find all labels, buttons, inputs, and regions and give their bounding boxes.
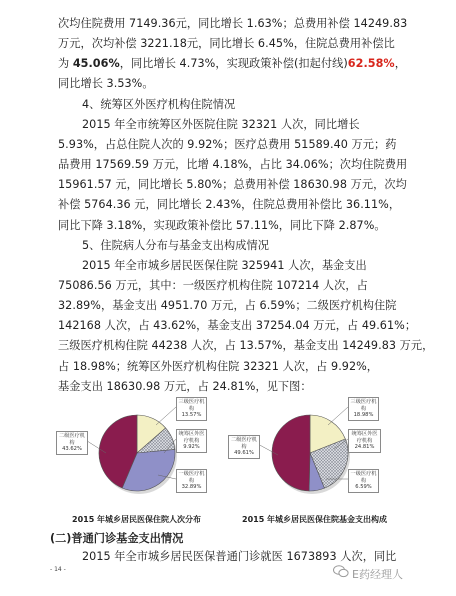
pie-label-name: 三级医疗机构	[350, 399, 377, 412]
text-span: 三级医疗机构住院 44238 人次，占 13.57%，基金支出 14249.83 万元，	[58, 339, 434, 352]
text-span: 45.06%	[72, 57, 120, 70]
pie-label-value: 9.92%	[183, 444, 200, 450]
text-line	[58, 17, 407, 31]
text-span: 补偿 5764.36 元，同比增长 2.43%，住院总费用补偿比 36.11%，	[58, 198, 401, 211]
text-line	[58, 299, 396, 313]
pie-label-name: 一级医疗机构	[350, 471, 377, 484]
text-span: 5.93%，占总住院人次的 9.92%；医疗总费用 51589.40 万元；药	[58, 138, 397, 151]
text-span: 4、统筹区外医疗机构住院情况	[82, 98, 236, 111]
text-span: ，同比增长 4.73%，实现政策补偿(扣起付线)	[119, 57, 348, 70]
text-span: 万元，次均补偿 3221.18元，同比增长 6.45%，住院总费用补偿比	[58, 37, 395, 50]
leader-line	[156, 407, 176, 425]
text-line	[58, 279, 368, 293]
text-span: 62.58%	[347, 57, 395, 70]
pie-label	[176, 397, 207, 421]
pie-slice	[272, 415, 310, 491]
text-span: ，	[394, 57, 406, 70]
last-paragraph-line: 2015 年全市城乡居民医保普通门诊就医 1673893 人次，同比	[82, 550, 397, 563]
pie-label	[348, 429, 381, 453]
text-span: 为	[58, 57, 73, 70]
pie-label	[228, 435, 260, 459]
text-line	[58, 77, 154, 91]
pie-label-name: 二级医疗机构	[59, 433, 85, 446]
text-line	[58, 57, 406, 71]
pie-label	[176, 429, 207, 453]
page-number: - 14 -	[50, 566, 66, 573]
chart-title-right: 2015 年城乡居民医保住院基金支出构成	[242, 515, 388, 524]
text-line	[82, 118, 360, 132]
pie-label-value: 24.81%	[354, 444, 375, 450]
text-span: 142168 人次，占 43.62%，基金支出 37254.04 万元，占 49.61%；	[58, 319, 417, 332]
text-line	[58, 380, 312, 394]
text-line	[58, 198, 400, 212]
text-line	[58, 360, 378, 374]
text-span: 同比增长 3.53%。	[58, 77, 154, 90]
text-line	[58, 138, 396, 152]
pie-label-name: 二级医疗机构	[231, 437, 257, 450]
watermark-text: E药经理人	[352, 568, 403, 581]
pie-label-name: 一级医疗机构	[178, 471, 205, 484]
text-span: 次均住院费用 7149.36元，同比增长 1.63%；总费用补偿 14249.83	[58, 17, 408, 30]
text-line	[58, 219, 386, 233]
text-line	[58, 178, 407, 192]
text-line	[82, 98, 235, 112]
text-line	[82, 239, 269, 253]
pie-label-name: 统筹区外医疗机构	[351, 431, 378, 444]
text-span: 2015 年全市城乡居民医保住院 325941 人次，基金支出	[82, 259, 367, 272]
pie-label-value: 6.59%	[355, 484, 372, 490]
text-line	[58, 158, 407, 172]
text-span: 同比下降 3.18%，实现政策补偿比 57.11%，同比下降 2.87%。	[58, 219, 386, 232]
text-line	[82, 259, 367, 273]
wechat-icon	[333, 565, 349, 578]
leader-line	[328, 407, 348, 425]
pie-label-name: 统筹区外医疗机构	[178, 431, 205, 444]
text-line	[58, 319, 416, 333]
text-span: 5、住院病人分布与基金支出构成情况	[82, 239, 269, 252]
text-span: 占 18.98%；统筹区外医疗机构住院 32321 人次，占 9.92%，	[58, 360, 379, 373]
pie-label-value: 32.89%	[181, 484, 202, 490]
pie-label	[348, 469, 379, 493]
pie-label	[176, 469, 207, 493]
pie-label-name: 三级医疗机构	[178, 399, 205, 412]
text-span: 75086.56 万元，其中：一级医疗机构住院 107214 人次，占	[58, 279, 368, 292]
text-span: 15961.57 元，同比增长 5.80%；总费用补偿 18630.98 万元，次均	[58, 178, 407, 191]
pie-label-value: 49.61%	[234, 450, 254, 456]
text-span: 品费用 17569.59 万元，比增 4.18%，占比 34.06%；次均住院费用	[58, 158, 408, 171]
chart-title-left: 2015 年城乡居民医保住院人次分布	[72, 515, 202, 524]
pie-label-value: 13.57%	[181, 412, 202, 418]
text-span: 2015 年全市统筹区外医院住院 32321 人次，同比增长	[82, 118, 360, 131]
text-line	[58, 339, 433, 353]
text-span: 32.89%，基金支出 4951.70 万元，占 6.59%；二级医疗机构住院	[58, 299, 397, 312]
text-span: 基金支出 18630.98 万元，占 24.81%，见下图：	[58, 380, 312, 393]
charts-area	[52, 395, 408, 531]
section-title: (二)普通门诊基金支出情况	[50, 532, 184, 545]
pie-label	[348, 397, 379, 421]
pie-label-value: 43.62%	[62, 446, 82, 452]
text-line	[58, 37, 395, 51]
pie-label	[56, 431, 88, 455]
pie-label-value: 18.98%	[353, 412, 374, 418]
